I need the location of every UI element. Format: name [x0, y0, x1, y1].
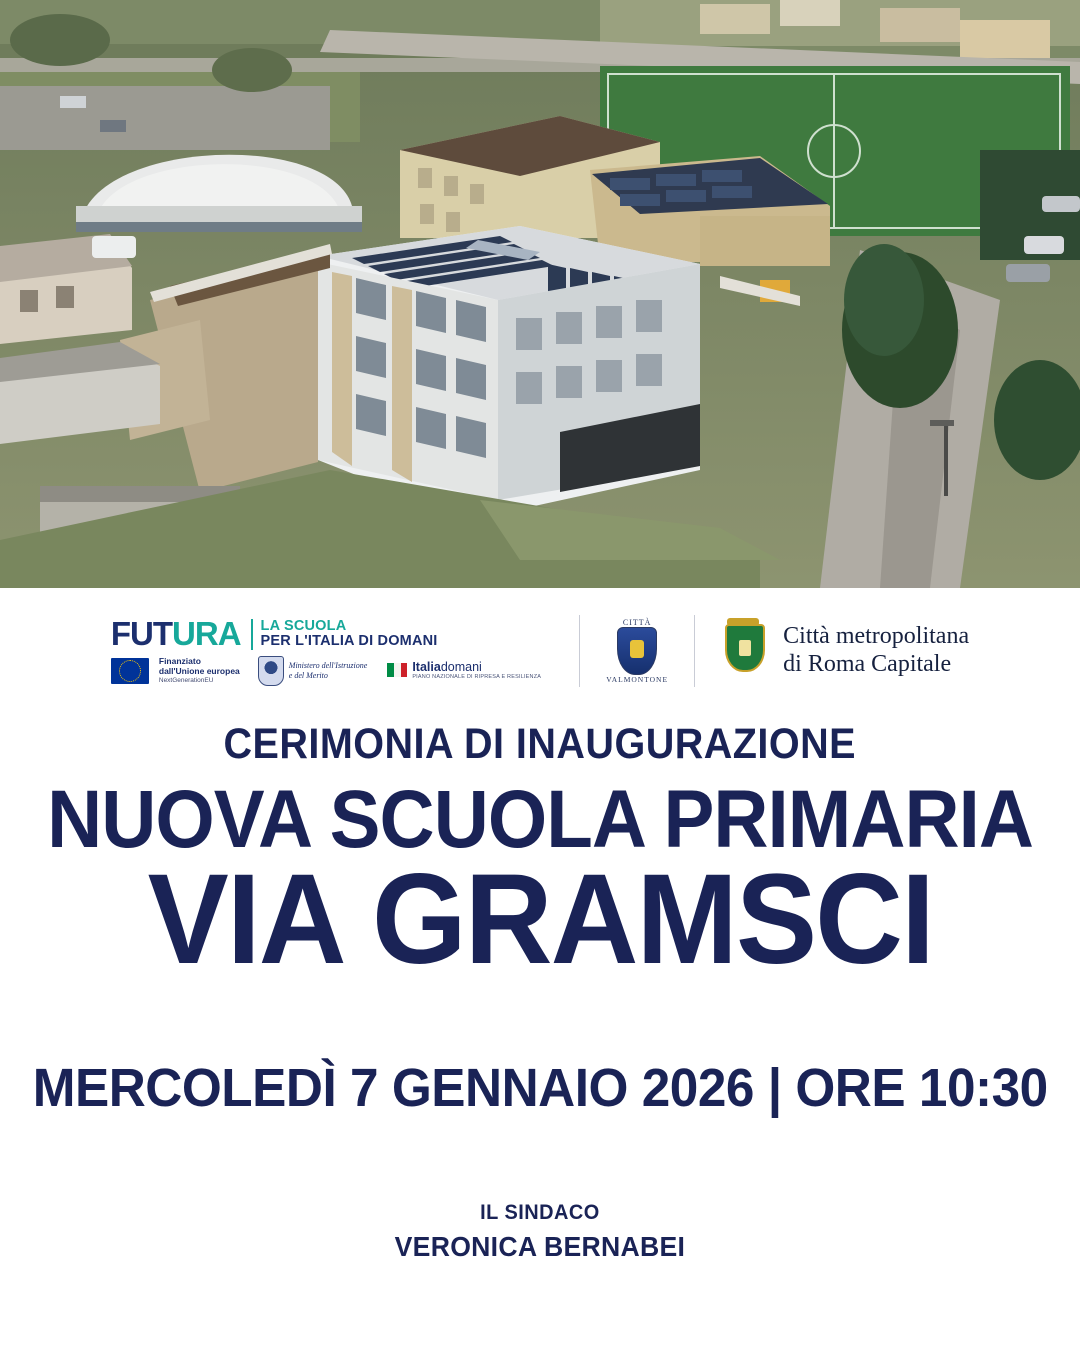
italiadomani-title [412, 661, 541, 675]
event-kicker: CERIMONIA DI INAUGURAZIONE [223, 720, 857, 768]
citta-metropolitana-line1: Città metropolitana [783, 623, 970, 650]
event-title-line1: NUOVA SCUOLA PRIMARIA [47, 774, 1033, 865]
futura-logo [110, 614, 557, 686]
comune-valmontone-crest [602, 618, 672, 684]
eu-stars-icon [119, 660, 141, 682]
italiadomani-subtitle: PIANO NAZIONALE DI RIPRESA E RESILIENZA [412, 674, 542, 681]
eu-funding-text [159, 657, 240, 684]
citta-metropolitana-logo [717, 620, 969, 682]
event-title-line2: VIA GRAMSCI [147, 847, 933, 991]
signature-role: IL SINDACO [480, 1200, 600, 1224]
logo-strip [0, 588, 1080, 706]
futura-bottom-row [111, 656, 541, 686]
ministry-line1: Ministero dell'Istruzione [288, 660, 368, 670]
futura-wordmark [110, 614, 241, 652]
eu-funding-line3: NextGenerationEU [158, 676, 214, 684]
ministry-line2: e del Merito [288, 670, 328, 680]
eu-flag-icon [111, 658, 149, 684]
citta-metropolitana-shield-icon [717, 620, 769, 682]
italiadomani-bold: Italia [412, 659, 441, 674]
futura-word-part2: URA [172, 614, 241, 652]
citta-metropolitana-text [783, 623, 969, 678]
poster-content [0, 706, 1080, 1350]
citta-metropolitana-line2: di Roma Capitale [783, 651, 952, 677]
futura-block [110, 614, 557, 686]
comune-crest-top-text: CITTÀ [622, 618, 652, 627]
futura-word-part1: FUT [110, 614, 173, 652]
aerial-photo-illustration [0, 0, 1080, 588]
eu-funding-line1: Finanziato [158, 656, 201, 666]
signature-name: VERONICA BERNABEI [394, 1230, 686, 1262]
logo-divider-1 [579, 615, 580, 687]
signature-block [387, 1201, 693, 1263]
ministry-emblem-icon [258, 656, 284, 686]
eu-funding-line2: dall'Unione europea [158, 665, 240, 676]
futura-tagline-line2: PER L'ITALIA DI DOMANI [260, 633, 438, 650]
ministry-logo [250, 656, 368, 686]
logo-divider-2 [694, 615, 695, 687]
italiadomani-logo [377, 661, 541, 681]
italian-flag-icon [387, 663, 407, 677]
futura-top-row [110, 614, 541, 652]
futura-tagline [251, 619, 438, 649]
futura-tagline-line1: LA SCUOLA [260, 618, 347, 635]
italiadomani-text [412, 661, 541, 681]
comune-crest-bottom-text: VALMONTONE [606, 675, 669, 684]
italiadomani-thin: domani [440, 659, 482, 674]
ministry-text [289, 661, 368, 680]
event-datetime: MERCOLEDÌ 7 GENNAIO 2026 | ORE 10:30 [32, 1057, 1048, 1118]
comune-shield-icon [617, 627, 657, 675]
aerial-school-photo [0, 0, 1080, 588]
shield-inner [725, 624, 765, 672]
